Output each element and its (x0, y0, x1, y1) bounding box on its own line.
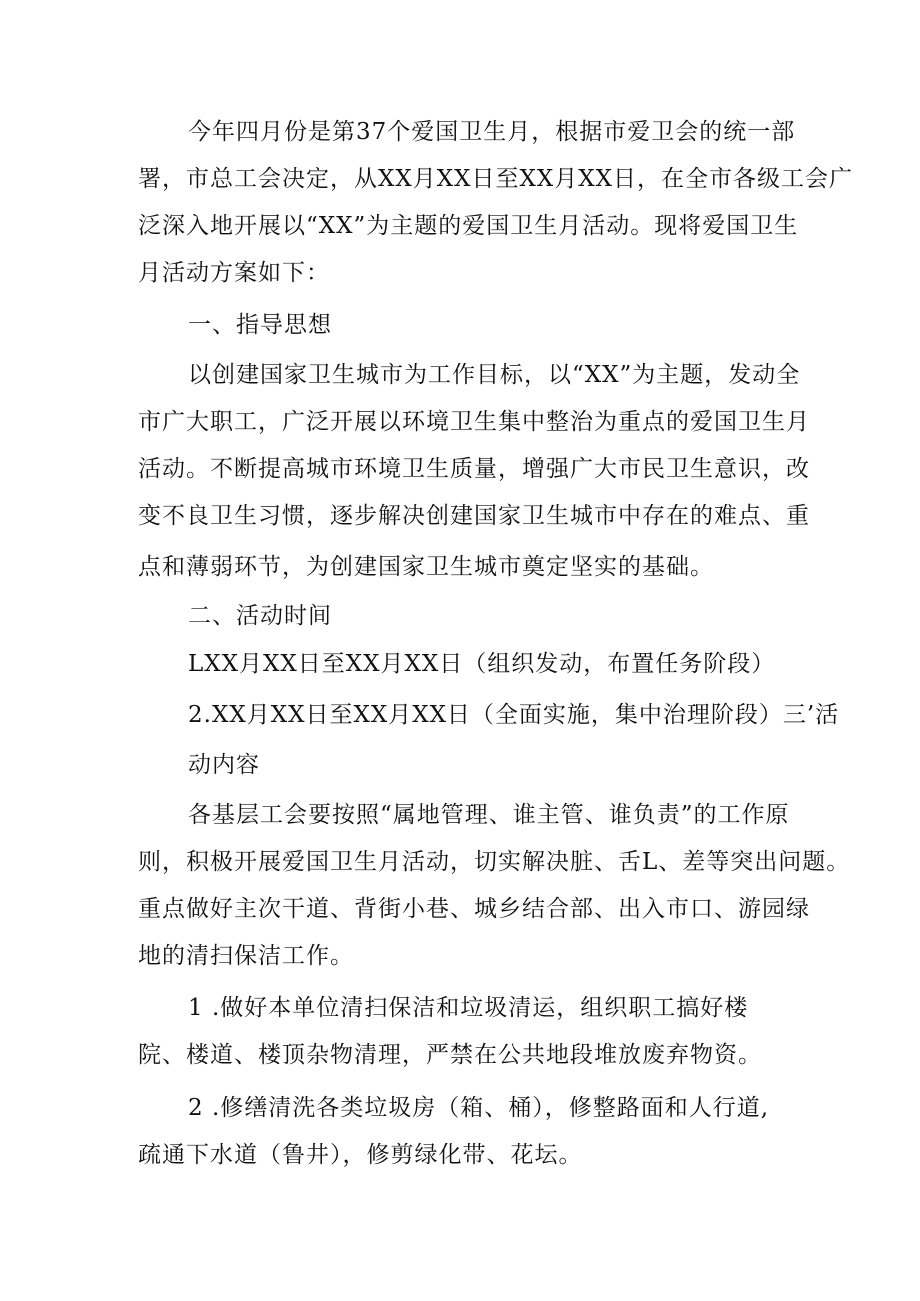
paragraph-line: 点和薄弱环节，为创建国家卫生城市奠定坚实的基础。 (138, 554, 714, 580)
list-item: 1 .做好本单位清扫保洁和垃圾清运，组织职工搞好楼 (188, 995, 749, 1021)
paragraph-line: 则，积极开展爱国卫生月活动，切实解决脏、舌L、差等突出问题。 (138, 849, 851, 875)
paragraph-line: 以创建国家卫生城市为工作目标，以“XX”为主题，发动全 (188, 362, 801, 388)
paragraph-line: 2.XX月XX日至XX月XX日（全面实施，集中治理阶段）三’活 (188, 702, 840, 728)
paragraph-line: 泛深入地开展以“XX”为主题的爱国卫生月活动。现将爱国卫生 (138, 213, 799, 239)
paragraph-line: 重点做好主次干道、背街小巷、城乡结合部、出入市口、游园绿 (138, 896, 810, 922)
paragraph-line: 月活动方案如下： (138, 260, 330, 286)
paragraph-line: 各基层工会要按照“属地管理、谁主管、谁负责”的工作原 (188, 802, 790, 828)
paragraph-line: 今年四月份是第37个爱国卫生月，根据市爱卫会的统一部 (188, 119, 796, 145)
list-item-continuation: 疏通下水道（鲁井），修剪绿化带、花坛。 (138, 1142, 583, 1168)
paragraph-line: 署，市总工会决定，从XX月XX日至XX月XX日，在全市各级工会广 (138, 166, 853, 192)
paragraph-line: LXX月XX日至XX月XX日（组织发动，布置任务阶段） (188, 651, 776, 677)
paragraph-line: 市广大职工，广泛开展以环境卫生集中整治为重点的爱国卫生月 (138, 409, 810, 435)
paragraph-line: 地的清扫保洁工作。 (138, 943, 354, 969)
list-item: 2 .修缮清洗各类垃圾房（箱、桶），修整路面和人行道, (188, 1095, 770, 1121)
paragraph-line: 变不良卫生习惯，逐步解决创建国家卫生城市中存在的难点、重 (138, 503, 810, 529)
paragraph-line: 活动。不断提高城市环境卫生质量，增强广大市民卫生意识，改 (138, 456, 810, 482)
section-heading: 二、活动时间 (188, 603, 332, 629)
paragraph-line: 动内容 (188, 752, 260, 778)
list-item-continuation: 院、楼道、楼顶杂物清理，严禁在公共地段堆放废弃物资。 (138, 1042, 762, 1068)
section-heading: 一、指导思想 (188, 312, 332, 338)
